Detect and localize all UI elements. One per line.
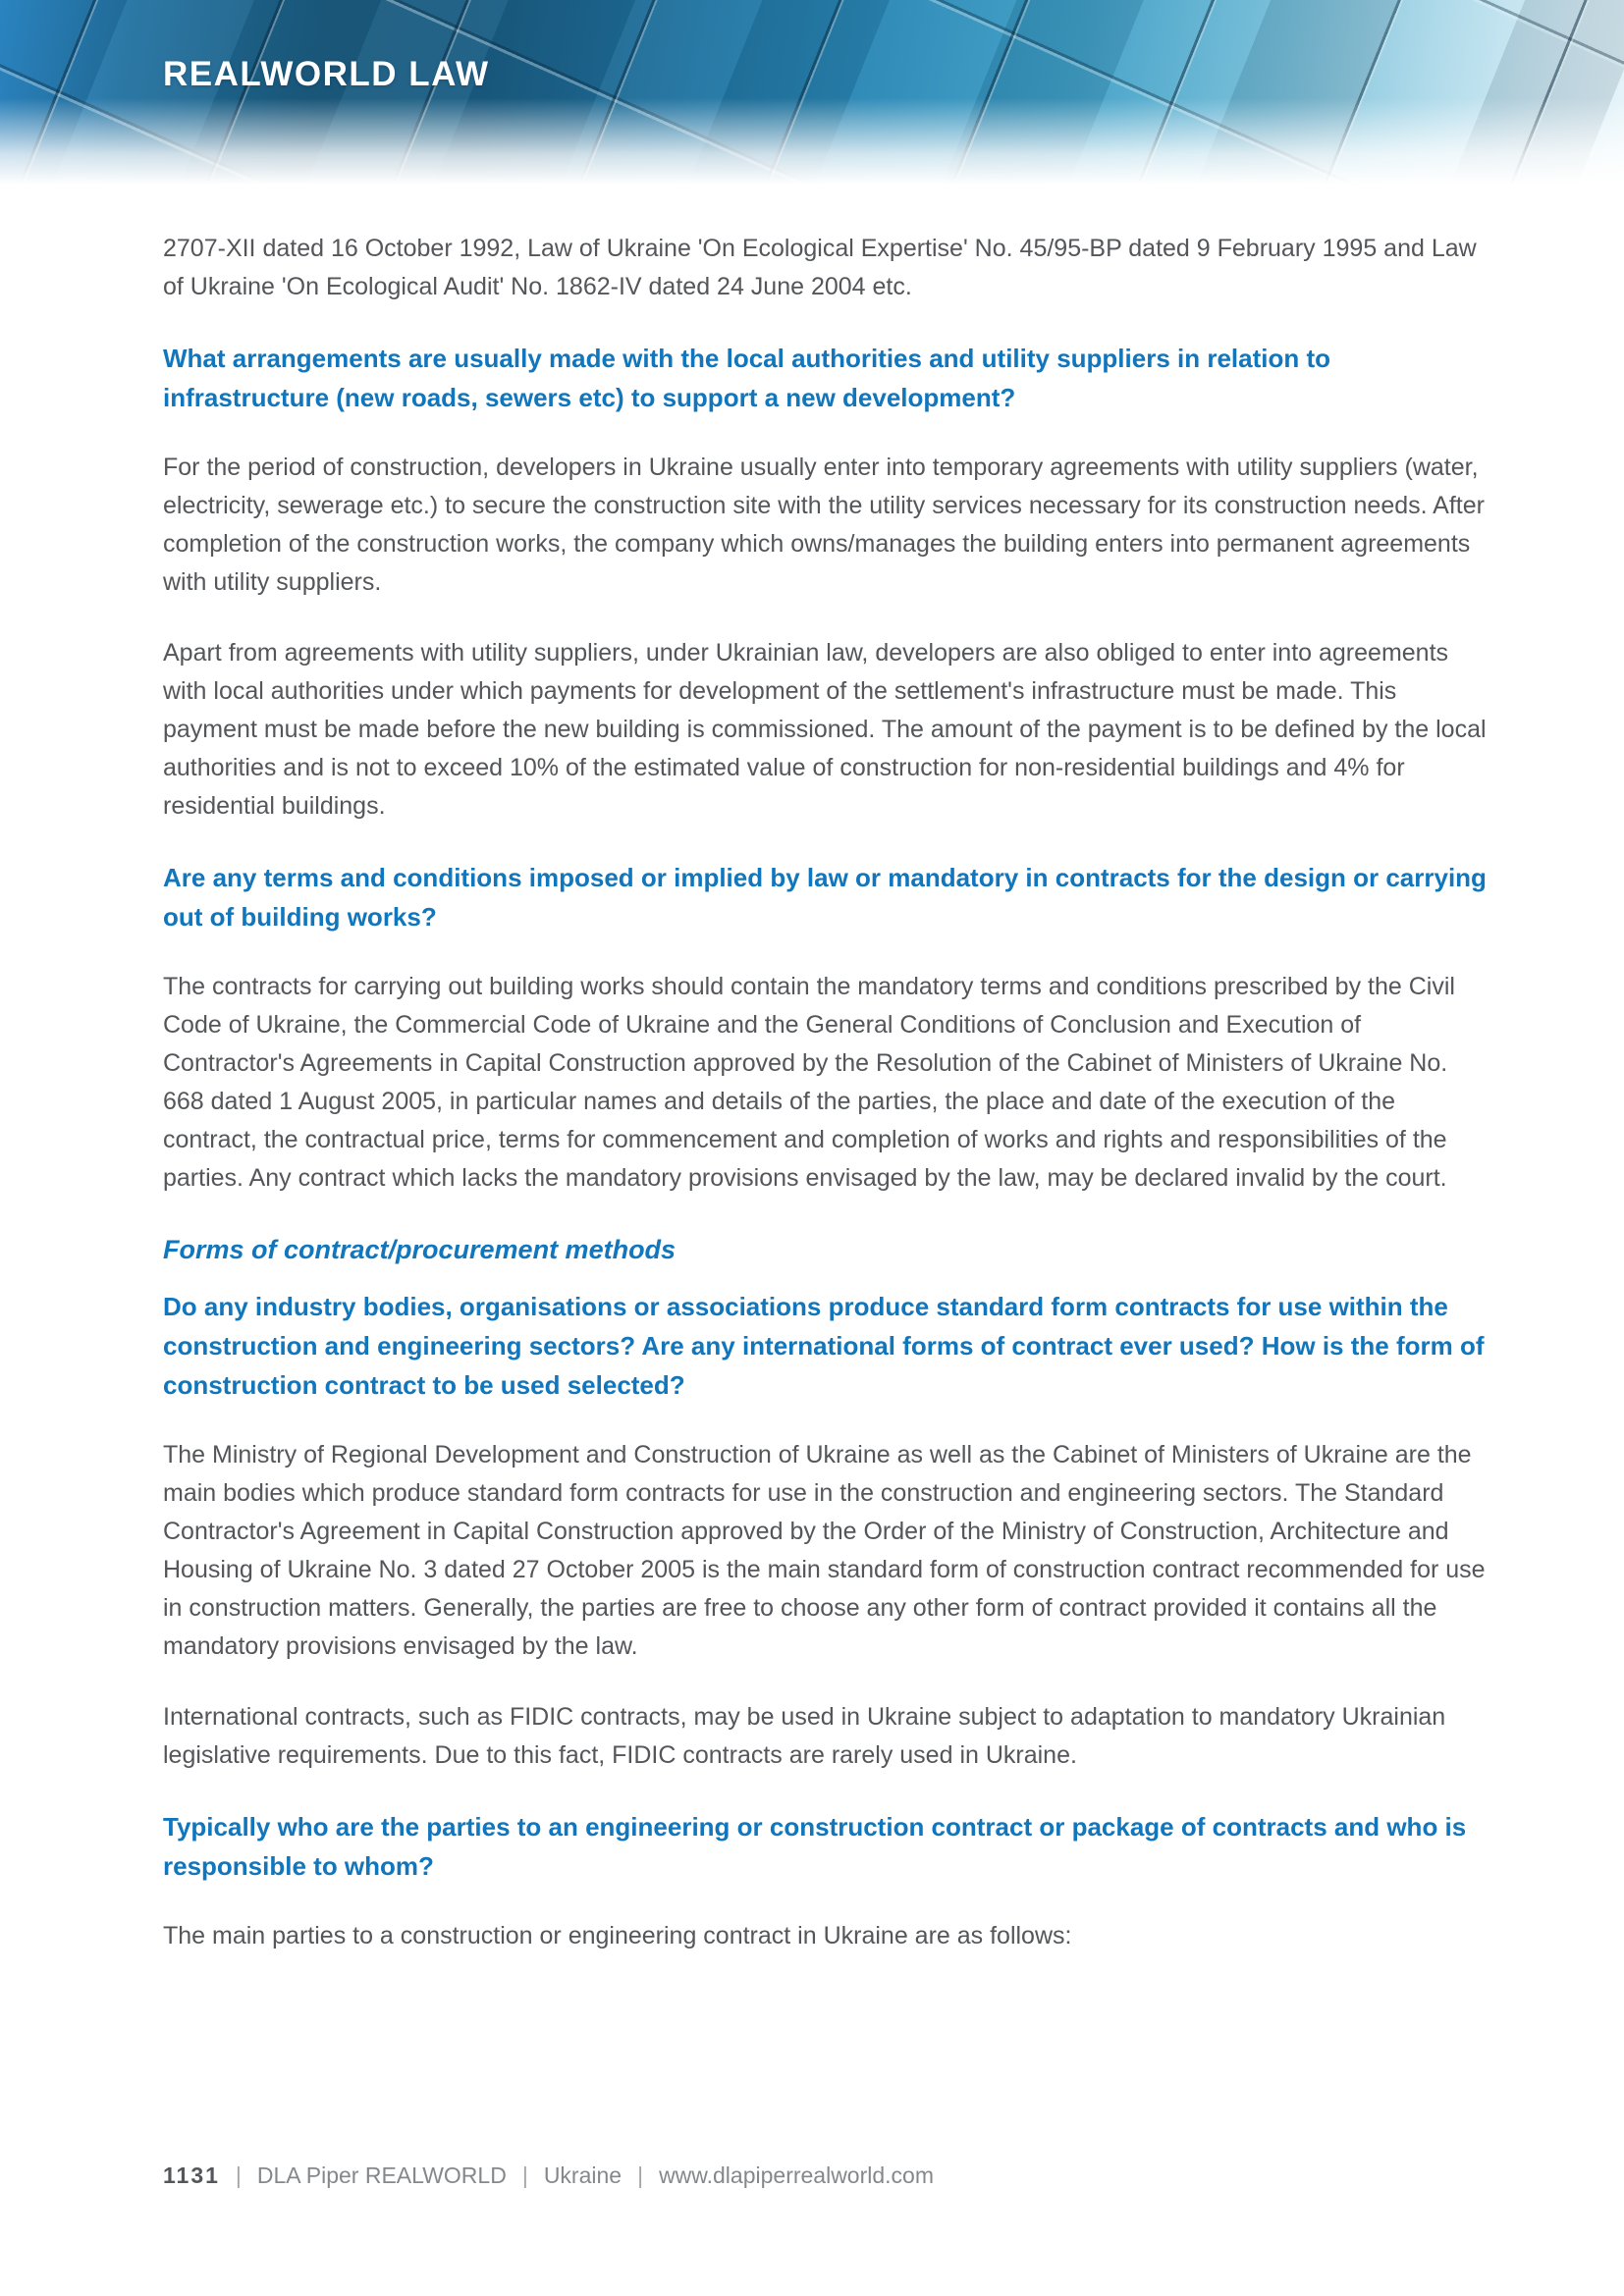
footer-website-link[interactable]: www.dlapiperrealworld.com	[659, 2163, 935, 2188]
footer-separator: |	[235, 2163, 242, 2188]
footer-brand: DLA Piper REALWORLD	[256, 2163, 507, 2188]
question-heading: Typically who are the parties to an engineering or construction contract or package of contracts and who is responsible to whom?	[163, 1812, 1467, 1881]
question-heading: Do any industry bodies, organisations or associations produce standard form contracts for use within the construction and engineering sectors? Are any international forms of contract ever used? How is the form of construction contract to be used selected?	[163, 1292, 1485, 1400]
header-building-image	[0, 0, 1624, 188]
body-paragraph: 2707-XII dated 16 October 1992, Law of Ukraine 'On Ecological Expertise' No. 45/95-BP dated 9 February 1995 and Law of Ukraine 'On Ecological Audit' No. 1862-IV dated 24 June 2004 etc.	[163, 235, 1477, 300]
page-number: 1131	[163, 2163, 220, 2188]
question-heading: Are any terms and conditions imposed or implied by law or mandatory in contracts for the design or carrying out of building works?	[163, 863, 1487, 932]
body-paragraph: The main parties to a construction or engineering contract in Ukraine are as follows:	[163, 1922, 1072, 1949]
document-body	[0, 188, 1624, 1955]
body-paragraph: International contracts, such as FIDIC contracts, may be used in Ukraine subject to adaptation to mandatory Ukrainian legislative requirements. Due to this fact, FIDIC contracts are rarely used in Ukraine.	[163, 1703, 1446, 1769]
body-paragraph: Apart from agreements with utility suppliers, under Ukrainian law, developers are also obliged to enter into agreements with local authorities under which payments for development of the settlement's infrastructure must be made. This payment must be made before the new building is commissioned. The amount of the payment is to be defined by the local authorities and is not to exceed 10% of the estimated value of construction for non-residential buildings and 4% for residential buildings.	[163, 639, 1487, 820]
brand-title: REALWORLD LAW	[163, 55, 490, 93]
footer-separator: |	[521, 2163, 528, 2188]
footer-country: Ukraine	[543, 2163, 623, 2188]
footer-separator: |	[637, 2163, 644, 2188]
body-paragraph: The contracts for carrying out building works should contain the mandatory terms and conditions prescribed by the Civil Code of Ukraine, the Commercial Code of Ukraine and the General Conditions of Conclusion and Execution of Contractor's Agreements in Capital Construction approved by the Resolution of the Cabinet of Ministers of Ukraine No. 668 dated 1 August 2005, in particular names and details of the parties, the place and date of the execution of the contract, the contractual price, terms for commencement and completion of works and rights and responsibilities of the parties. Any contract which lacks the mandatory provisions envisaged by the law, may be declared invalid by the court.	[163, 973, 1455, 1192]
page-footer	[163, 2163, 934, 2189]
body-paragraph: For the period of construction, developers in Ukraine usually enter into temporary agreements with utility suppliers (water, electricity, sewerage etc.) to secure the construction site with the utility services necessary for its construction needs. After completion of the construction works, the company which owns/manages the building enters into permanent agreements with utility suppliers.	[163, 454, 1485, 596]
question-heading: What arrangements are usually made with the local authorities and utility suppliers in relation to infrastructure (new roads, sewers etc) to support a new development?	[163, 344, 1331, 412]
body-paragraph: The Ministry of Regional Development and Construction of Ukraine as well as the Cabinet of Ministers of Ukraine are the main bodies which produce standard form contracts for use in the construction and engineering sectors. The Standard Contractor's Agreement in Capital Construction approved by the Order of the Ministry of Construction, Architecture and Housing of Ukraine No. 3 dated 27 October 2005 is the main standard form of construction contract recommended for use in construction matters. Generally, the parties are free to choose any other form of contract provided it contains all the mandatory provisions envisaged by the law.	[163, 1441, 1486, 1660]
section-subheading: Forms of contract/procurement methods	[163, 1235, 677, 1264]
